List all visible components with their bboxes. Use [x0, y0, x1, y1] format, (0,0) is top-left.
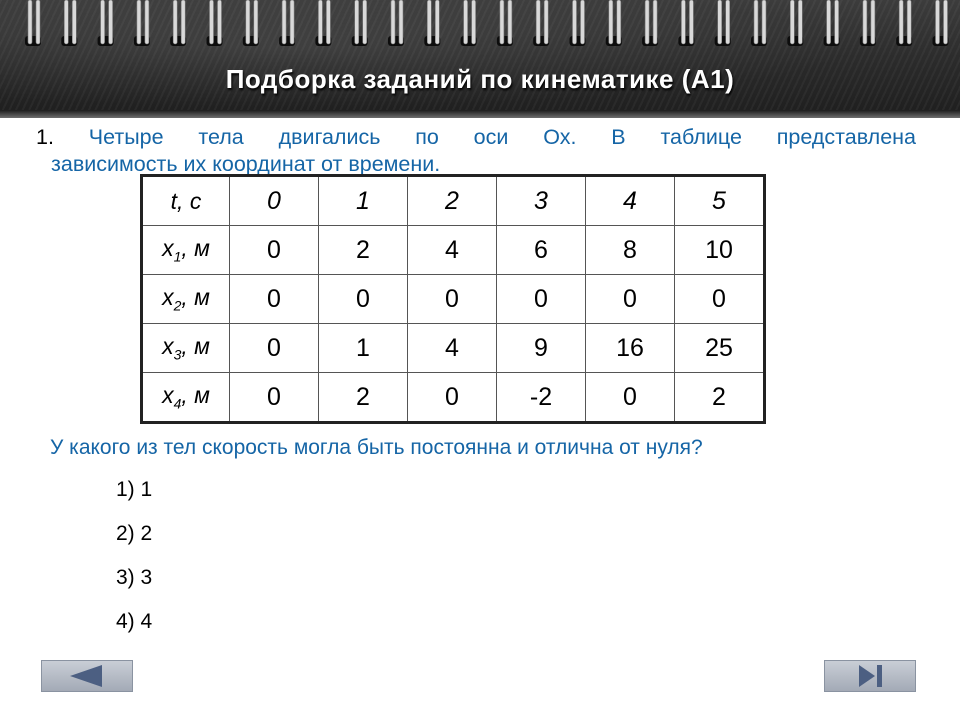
- table-cell: 9: [497, 324, 586, 373]
- slide-title: Подборка заданий по кинематике (А1): [225, 64, 735, 94]
- table-cell: 0: [230, 324, 319, 373]
- table-cell: 25: [675, 324, 764, 373]
- table-cell: 16: [586, 324, 675, 373]
- table-cell: 0: [675, 275, 764, 324]
- question-text: [36, 124, 916, 178]
- table-row-x2: [143, 275, 764, 324]
- coordinates-table: [142, 176, 764, 422]
- answer-option[interactable]: 4) 4: [116, 610, 153, 633]
- question-line-2: зависимость их координат от времени.: [51, 152, 441, 176]
- row-label: t, с: [143, 177, 230, 226]
- answer-options: [116, 476, 152, 652]
- table-cell: 4: [408, 226, 497, 275]
- skip-to-end-icon: [825, 661, 915, 691]
- table-cell: 1: [319, 324, 408, 373]
- row-label: $x_3$, м: [143, 324, 230, 373]
- table-cell: 0: [586, 373, 675, 422]
- table-row-time: [143, 177, 764, 226]
- question-number: 1.: [36, 125, 54, 149]
- table-cell: 5: [675, 177, 764, 226]
- table-cell: 3: [497, 177, 586, 226]
- question-line-1-text: Четыре тела двигались по оси Ох. В таблице представлена: [88, 125, 916, 149]
- table-cell: 2: [675, 373, 764, 422]
- row-label: $x_4$, м: [143, 373, 230, 422]
- header-divider: [0, 110, 960, 118]
- question-line-1: [36, 124, 916, 151]
- row-label: $x_1$, м: [143, 226, 230, 275]
- table-cell: 0: [230, 373, 319, 422]
- answer-option[interactable]: 2) 2: [116, 522, 153, 545]
- table-cell: 4: [586, 177, 675, 226]
- table-cell: 2: [319, 373, 408, 422]
- table-cell: 10: [675, 226, 764, 275]
- table-row-x3: [143, 324, 764, 373]
- table-cell: 1: [319, 177, 408, 226]
- table-cell: 0: [408, 373, 497, 422]
- triangle-left-icon: [42, 661, 132, 691]
- table-cell: 6: [497, 226, 586, 275]
- table-cell: 8: [586, 226, 675, 275]
- table-row-x4: [143, 373, 764, 422]
- table-cell: 0: [230, 226, 319, 275]
- spiral-binding-icon: [0, 0, 960, 52]
- next-slide-button[interactable]: [824, 660, 916, 692]
- table-cell: 2: [319, 226, 408, 275]
- answer-option[interactable]: 3) 3: [116, 566, 153, 589]
- table-cell: 0: [230, 177, 319, 226]
- answer-prompt: У какого из тел скорость могла быть постоянна и отлична от нуля?: [50, 436, 703, 459]
- table-row-x1: [143, 226, 764, 275]
- table-cell: 2: [408, 177, 497, 226]
- answer-option[interactable]: 1) 1: [116, 478, 153, 501]
- table-cell: 0: [586, 275, 675, 324]
- table-cell: 0: [497, 275, 586, 324]
- table-cell: 0: [230, 275, 319, 324]
- table-cell: 4: [408, 324, 497, 373]
- table-cell: 0: [319, 275, 408, 324]
- table-cell: -2: [497, 373, 586, 422]
- previous-slide-button[interactable]: [41, 660, 133, 692]
- slide-header: [0, 0, 960, 118]
- row-label: $x_2$, м: [143, 275, 230, 324]
- table-cell: 0: [408, 275, 497, 324]
